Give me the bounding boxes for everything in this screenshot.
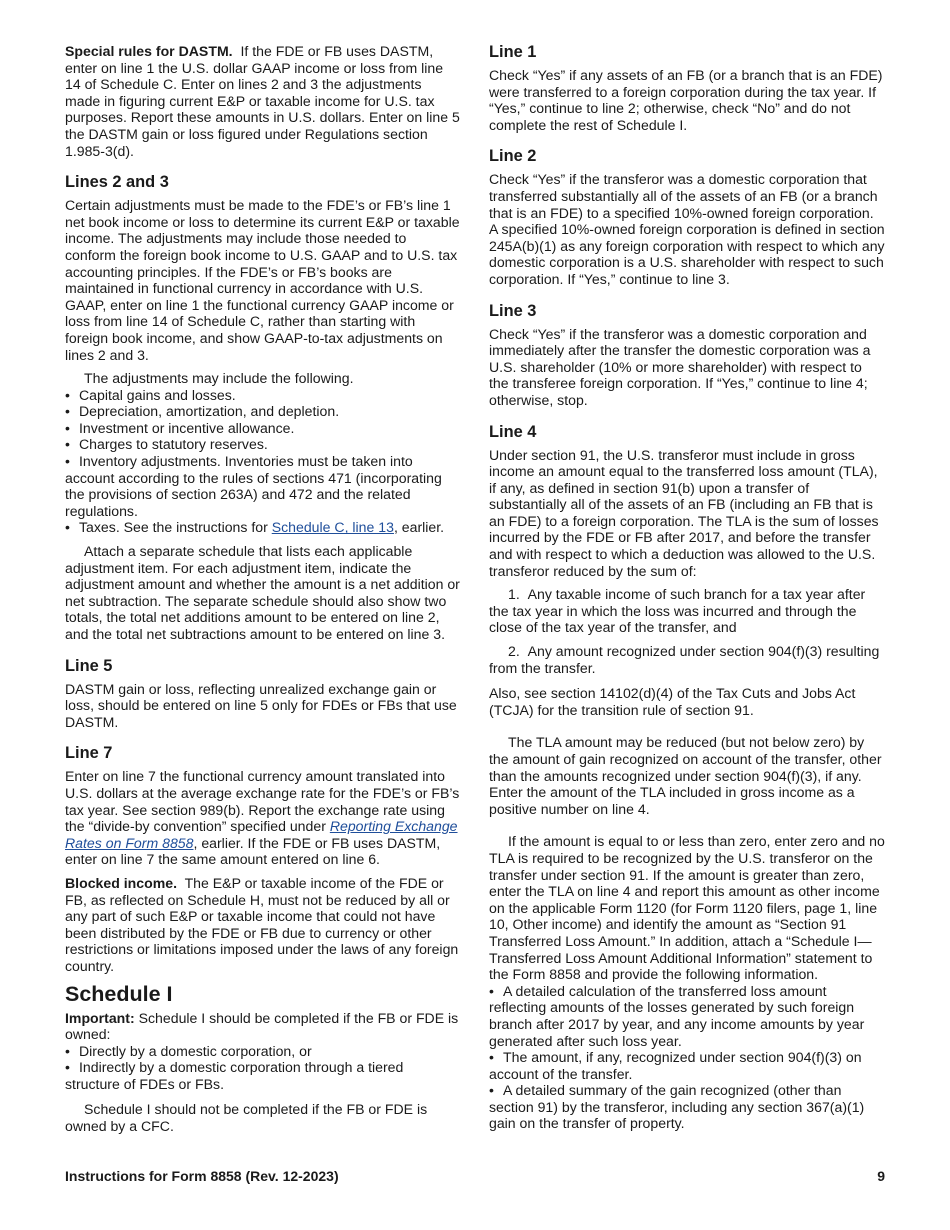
bullet-icon (65, 420, 79, 437)
bullet-icon (65, 453, 79, 470)
info-item: •A detailed summary of the gain recognized (other than section 91) by the transferor, including any section 367(a)(1) gain on the transfer of property. (489, 1082, 885, 1132)
line-2-heading: Line 2 (489, 147, 537, 166)
line-5-paragraph: DASTM gain or loss, reflecting unrealized exchange gain or loss, should be entered on line 5 only for FDEs or FBs that use DASTM. (65, 680, 457, 730)
left-column (65, 43, 460, 1142)
line-2-paragraph: Check “Yes” if the transferor was a domestic corporation that transferred substantially all of the assets of an FB (or a branch that is an FDE) to a specified 10%-owned foreign corporation. A specified 10%-owned foreign corporation is defined in section 245A(b)(1) as any foreign corporation with respect to which any domestic corporation is a U.S. shareholder with respect to such corporation. If “Yes,” continue to line 3. (489, 171, 885, 287)
line-4-item-1: 1. Any taxable income of such branch for a tax year after the tax year in which the loss was incurred and through the close of the tax year of the transfer, and (489, 586, 866, 636)
adjustment-item: •Investment or incentive allowance. (65, 420, 460, 437)
line-1-heading: Line 1 (489, 43, 537, 61)
important-lead: Important: (65, 1009, 135, 1026)
owned-item: •Indirectly by a domestic corporation through a tiered structure of FDEs or FBs. (65, 1059, 460, 1092)
info-item: •A detailed calculation of the transferred loss amount reflecting amounts of the losses generated by such foreign branch after 2017 by year, and any income amounts by year generated after such loss year. (489, 983, 885, 1049)
bullet-icon (65, 1059, 79, 1076)
tla-reduced-paragraph: The TLA amount may be reduced (but not below zero) by the amount of gain recognized on account of the transfer, other than the amounts recognized under section 904(f)(3), if any. Enter the amount of the TLA included in gross income as a positive number on line 4. (489, 734, 882, 817)
schedule-i-heading: Schedule I (65, 981, 173, 1006)
line-7-heading: Line 7 (65, 744, 113, 763)
also-see-paragraph: Also, see section 14102(d)(4) of the Tax Cuts and Jobs Act (TCJA) for the transition rule of section 91. (489, 685, 856, 718)
adjustment-item: •Capital gains and losses. (65, 387, 460, 404)
owned-item: •Directly by a domestic corporation, or (65, 1043, 460, 1060)
right-column (489, 43, 885, 1132)
lines-2-3-heading: Lines 2 and 3 (65, 173, 169, 192)
line-3-paragraph: Check “Yes” if the transferor was a domestic corporation and immediately after the transfer the domestic corporation was a U.S. shareholder (10% or more shareholder) with respect to the transferee foreign corporation. If “Yes,” continue to line 4; otherwise, stop. (489, 325, 871, 408)
page-number: 9 (877, 1168, 885, 1184)
line-4-heading: Line 4 (489, 422, 537, 441)
line-3-heading: Line 3 (489, 301, 537, 320)
line-5-heading: Line 5 (65, 656, 113, 675)
adjustment-item: •Depreciation, amortization, and depletion. (65, 403, 460, 420)
line-7-paragraph: Enter on line 7 the functional currency amount translated into U.S. dollars at the average exchange rate for the FDE’s or FB’s tax year. See section 989(b). Report the exchange rate using the “divide-by convention” specified under Reporting Exchange Rates on Form 8858, earlier. If the FDE or FB uses DASTM, enter on line 7 the same amount entered on line 6. (65, 768, 460, 868)
blocked-income-lead: Blocked income. (65, 874, 177, 891)
line-4-item-2: 2. Any amount recognized under section 904(f)(3) resulting from the transfer. (489, 643, 880, 676)
dastm-paragraph (65, 43, 460, 159)
lines-2-3-paragraph-3: Attach a separate schedule that lists each applicable adjustment item. For each adjustment item, indicate the adjustment amount and whether the amount is a net addition or net subtraction. The separate schedule should also show two totals, the total net additions amount to be entered on line 2, and the total net subtractions amount to be entered on line 3. (65, 543, 460, 642)
not-completed-paragraph: Schedule I should not be completed if the FB or FDE is owned by a CFC. (65, 1101, 428, 1135)
lines-2-3-paragraph-2: The adjustments may include the following. (84, 370, 354, 387)
bullet-icon (489, 1082, 503, 1099)
adjustment-item: •Taxes. See the instructions for Schedule C, line 13, earlier. (65, 519, 460, 536)
line-1-paragraph: Check “Yes” if any assets of an FB (or a branch that is an FDE) were transferred to a foreign corporation during the tax year. If “Yes,” continue to line 2; otherwise, check “No” and do not complete the rest of Schedule I. (489, 67, 883, 133)
reporting-exchange-rates-link[interactable]: Reporting Exchange Rates on Form 8858 (65, 818, 458, 851)
bullet-icon (489, 1049, 503, 1066)
line-4-paragraph: Under section 91, the U.S. transferor must include in gross income an amount equal to the transferred loss amount (TLA), if any, as defined in section 91(b) upon a transfer of substantially all of the assets of an FB (including an FB that is an FDE) to a foreign corporation. The TLA is the sum of losses incurred by the FDE or FB after 2017, and before the transfer and with respect to which a deduction was allowed to the U.S. transferor reduced by the sum of: (489, 446, 879, 579)
info-item: •The amount, if any, recognized under section 904(f)(3) on account of the transfer. (489, 1049, 885, 1082)
lines-2-3-paragraph-1: Certain adjustments must be made to the FDE’s or FB’s line 1 net book income or loss to determine its current E&P or taxable income. The adjustments may include those needed to conform the foreign book income to U.S. GAAP and to U.S. tax accounting principles. If the FDE’s or FB’s books are maintained in functional currency in accordance with U.S. GAAP, enter on line 1 the functional currency GAAP income or loss from line 14 of Schedule C, rather than starting with foreign book income, and show GAAP-to-tax adjustments on lines 2 and 3. (65, 197, 460, 363)
bullet-icon (65, 403, 79, 420)
bullet-icon (489, 983, 503, 1000)
if-amount-paragraph: If the amount is equal to or less than zero, enter zero and no TLA is required to be recognized by the U.S. transferor on the transfer under section 91. If the amount is greater than zero, enter the TLA on line 4 and report this amount as other income on the applicable Form 1120 (for Form 1120 filers, page 1, line 10, Other income) and identify the amount as “Section 91 Transferred Loss Amount.” In addition, attach a “Schedule I—Transferred Loss Amount Additional Information” statement to the Form 8858 and provide the following information. (489, 833, 885, 983)
dastm-text: If the FDE or FB uses DASTM, enter on line 1 the U.S. dollar GAAP income or loss from line 14 of Schedule C. Enter on lines 2 and 3 the adjustments made in figuring current E&P or taxable income for U.S. tax purposes. Report these amounts in U.S. dollars. Enter on line 5 the DASTM gain or loss figured under Regulations section 1.985-3(d). (65, 43, 460, 159)
dastm-lead: Special rules for DASTM. (65, 43, 233, 59)
important-paragraph: Important: Schedule I should be completed if the FB or FDE is owned: (65, 1009, 459, 1043)
bullet-icon (65, 387, 79, 404)
adjustment-item: •Inventory adjustments. Inventories must be taken into account according to the rules of sections 471 (incorporating the provisions of section 263A) and 472 and the related regulations. (65, 453, 460, 519)
bullet-icon (65, 436, 79, 453)
footer-title: Instructions for Form 8858 (Rev. 12-2023) (65, 1168, 339, 1184)
schedule-c-line-13-link[interactable]: Schedule C, line 13 (271, 519, 394, 536)
bullet-icon (65, 1043, 79, 1060)
adjustment-item: •Charges to statutory reserves. (65, 436, 460, 453)
blocked-income-paragraph: Blocked income. The E&P or taxable income of the FDE or FB, as reflected on Schedule H, must not be reduced by all or any part of such E&P or taxable income that could not have been distributed by the FDE or FB due to currency or other restrictions or limitations imposed under the laws of any foreign country. (65, 874, 459, 974)
bullet-icon (65, 519, 79, 536)
